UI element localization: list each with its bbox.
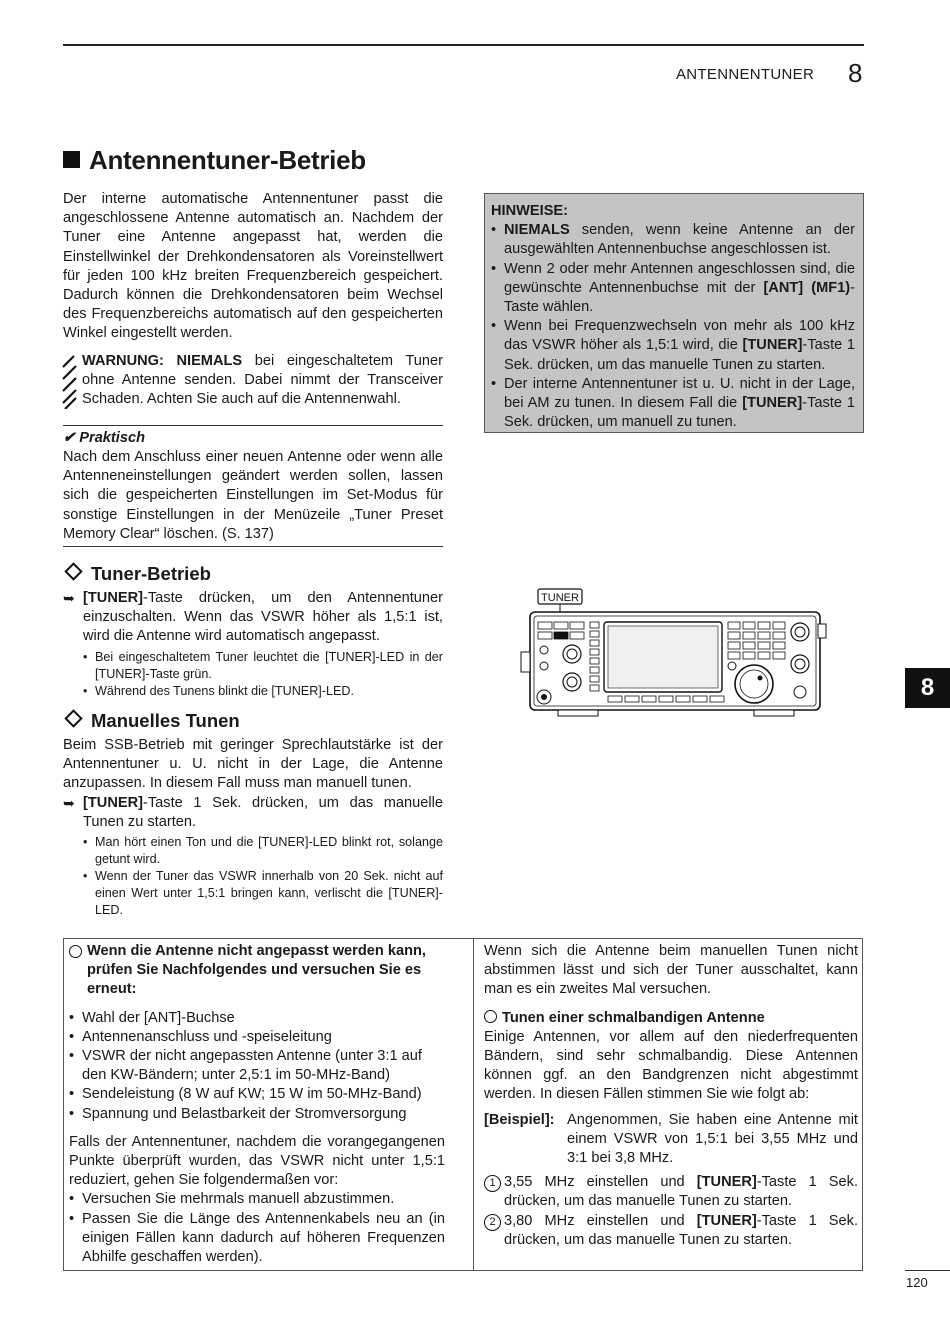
- box-left-heading: Wenn die Antenne nicht angepasst werden kann, prüfen Sie Nachfolgendes und versuchen Sie es erneut:: [87, 943, 426, 998]
- step-2: 2 3,80 MHz einstellen und [TUNER]-Taste 1 Sek. drücken, um das manuelle Tunen zu starten.: [484, 1212, 858, 1250]
- list-item: • Der interne Antennentuner ist u. U. nicht in der Lage, bei AM zu tunen. In diesem Fall die [TUNER]-Taste 1 Sek. drücken, um manuell zu tunen.: [491, 375, 855, 433]
- step-1: 1 3,55 MHz einstellen und [TUNER]-Taste 1 Sek. drücken, um das manuelle Tunen zu starten.: [484, 1173, 858, 1211]
- list-item: • Passen Sie die Länge des Antennenkabels neu an (in einigen Fällen kann dadurch auf höheren Frequenzen Abhilfe geschaffen werden).: [69, 1210, 445, 1268]
- list-item: • Wenn 2 oder mehr Antennen angeschlossen sind, die gewünschte Antennenbuchse mit der [ANT] (MF1)-Taste wählen.: [491, 260, 855, 318]
- tuner-callout: TUNER: [541, 592, 579, 604]
- circle-bullet-icon: [69, 945, 82, 958]
- warning-text: [82, 352, 443, 410]
- checks-list: [69, 1009, 445, 1124]
- tuner-key: [TUNER]: [83, 590, 143, 606]
- warning-body: bei eingeschaltetem Tuner ohne Antenne senden. Dabei nimmt der Transceiver Schaden. Achten Sie auch auf die Antennenwahl.: [82, 353, 444, 408]
- manual-text: Beim SSB-Betrieb mit geringer Sprechlautstärke ist der Antennentuner u. U. nicht in der Lage, die Antenne anzupassen. In diesem Fall muss man manuell tunen.: [63, 737, 443, 792]
- narrowband-heading: Tunen einer schmalbandigen Antenne: [484, 1009, 858, 1028]
- list-item: • Antennenanschluss und -speiseleitung: [69, 1028, 445, 1047]
- heading-manuelles-tunen: Manuelles Tunen: [63, 710, 240, 732]
- example-text: Angenommen, Sie haben eine Antenne mit einem VSWR von 1,5:1 bei 3,55 MHz und 3:1 bei 3,8 MHz.: [567, 1111, 858, 1167]
- section-label: ANTENNENTUNER: [676, 66, 815, 83]
- list-item: • NIEMALS senden, wenn keine Antenne an der ausgewählten Antennenbuchse angeschlossen ist.: [491, 221, 855, 259]
- tip-top-rule: [63, 425, 443, 426]
- box-left: [69, 942, 445, 1267]
- tip-title: ✔ Praktisch: [63, 430, 145, 446]
- intro-paragraph: Der interne automatische Antennentuner passt die angeschlossene Antenne automatisch an. Nachdem der Tuner eine Antenne angepasst hat, werden die Einstellwinkel der Drehkondensatoren als Voreinstellwert für jeden 100 kHz breiten Frequenzbereich gespeichert. Dadurch können die Drehkondensatoren beim Wechsel des Frequenzbereichs automatisch auf den gespeicherten Winkel eingestellt werden.: [63, 191, 443, 342]
- page-number-rule: [905, 1270, 950, 1271]
- box-left-paragraph: Falls der Antennentuner, nachdem die vorangegangenen Punkte überprüft wurden, das VSWR nicht unter 1,5:1 reduziert, gehen Sie folgendermaßen vor:: [69, 1133, 445, 1189]
- box-divider: [473, 938, 474, 1271]
- box-right: [484, 942, 858, 1250]
- manual-step: ➥ [TUNER]-Taste 1 Sek. drücken, um das manuelle Tunen zu starten. • Man hört einen Ton und die [TUNER]-LED blinkt rot, solange getunt wird. • Wenn der Tuner das VSWR innerhalb von 20 Sek. nicht auf einen Wert unter 1,5:1 bringen kann, verlischt die [TUNER]-LED.: [63, 794, 443, 919]
- arrow-icon: ➥: [63, 795, 75, 811]
- list-item: • Spannung und Belastbarkeit der Stromversorgung: [69, 1105, 445, 1124]
- diamond-icon: [64, 562, 82, 580]
- page-title: [63, 145, 366, 176]
- arrow-icon: ➥: [63, 590, 75, 606]
- list-item: • Versuchen Sie mehrmals manuell abzustimmen.: [69, 1190, 445, 1209]
- heading-tuner-betrieb: Tuner-Betrieb: [63, 563, 211, 585]
- list-item: • Während des Tunens blinkt die [TUNER]-LED.: [83, 683, 443, 700]
- notes-list: [491, 221, 855, 432]
- notes-box: [484, 193, 864, 433]
- page-number: 120: [906, 1275, 928, 1290]
- warning-hatch-icon: [62, 355, 77, 409]
- step-number: 2: [484, 1214, 501, 1231]
- manual-bullets: [83, 834, 443, 919]
- page-title-text: Antennentuner-Betrieb: [89, 145, 366, 175]
- notes-title: HINWEISE:: [491, 203, 569, 219]
- narrowband-paragraph: Einige Antennen, vor allem auf den niederfrequenten Bändern, sind sehr schmalbandig. Diese Antennen können ggf. an den Bandgrenzen nicht abgestimmt werden. In diesen Fällen stimmen Sie wie folgt ab:: [484, 1028, 858, 1103]
- list-item: • Sendeleistung (8 W auf KW; 15 W im 50-MHz-Band): [69, 1085, 445, 1104]
- tuner-step: ➥ [TUNER]-Taste drücken, um den Antennentuner einzuschalten. Wenn das VSWR höher als 1,5:1 ist, wird die Antenne wird automatisch angepasst. • Bei eingeschaltetem Tuner leuchtet die [TUNER]-LED in der [TUNER]-Taste grün. • Während des Tunens blinkt die [TUNER]-LED.: [63, 589, 443, 700]
- step-number: 1: [484, 1175, 501, 1192]
- list-item: • Man hört einen Ton und die [TUNER]-LED blinkt rot, solange getunt wird.: [83, 834, 443, 868]
- list-item: • Bei eingeschaltetem Tuner leuchtet die [TUNER]-LED in der [TUNER]-Taste grün.: [83, 649, 443, 683]
- tuner-bullets: [83, 649, 443, 700]
- tuner-key: [TUNER]: [83, 795, 143, 811]
- diamond-icon: [64, 709, 82, 727]
- list-item: • Wahl der [ANT]-Buchse: [69, 1009, 445, 1028]
- example: [484, 1111, 858, 1169]
- list-item: • VSWR der nicht angepassten Antenne (unter 3:1 auf den KW-Bändern; unter 2,5:1 im 50-MHz-Band): [69, 1047, 445, 1085]
- square-bullet-icon: [63, 151, 80, 168]
- box-right-paragraph: Wenn sich die Antenne beim manuellen Tunen nicht abstimmen lässt und sich der Tuner ausschaltet, kann man es ein zweites Mal versuchen.: [484, 943, 858, 998]
- chapter-tab: 8: [905, 668, 950, 708]
- tip-bottom-rule: [63, 546, 443, 547]
- actions-list: [69, 1190, 445, 1267]
- section-number: 8: [848, 58, 863, 88]
- list-item: • Wenn bei Frequenzwechseln von mehr als 100 kHz das VSWR höher als 1,5:1 wird, die [TUNER]-Taste 1 Sek. drücken, um das manuelle Tunen zu starten.: [491, 317, 855, 375]
- tip-text: Nach dem Anschluss einer neuen Antenne oder wenn alle Antenneneinstellungen geändert werden sollen, lassen sich die gespeicherten Einstellungen im Set-Modus für sonstige Einstellungen in der Menüzeile „Tuner Preset Memory Clear“ löschen. (S. 137): [63, 449, 443, 542]
- circle-bullet-icon: [484, 1010, 497, 1023]
- transceiver-illustration: [518, 586, 830, 722]
- example-label: [Beispiel]:: [484, 1111, 555, 1128]
- warning-label: WARNUNG: NIEMALS: [82, 353, 243, 369]
- list-item: • Wenn der Tuner das VSWR innerhalb von 20 Sek. nicht auf einen Wert unter 1,5:1 bringen kann, verlischt die [TUNER]-LED.: [83, 868, 443, 919]
- header-rule: [63, 44, 864, 46]
